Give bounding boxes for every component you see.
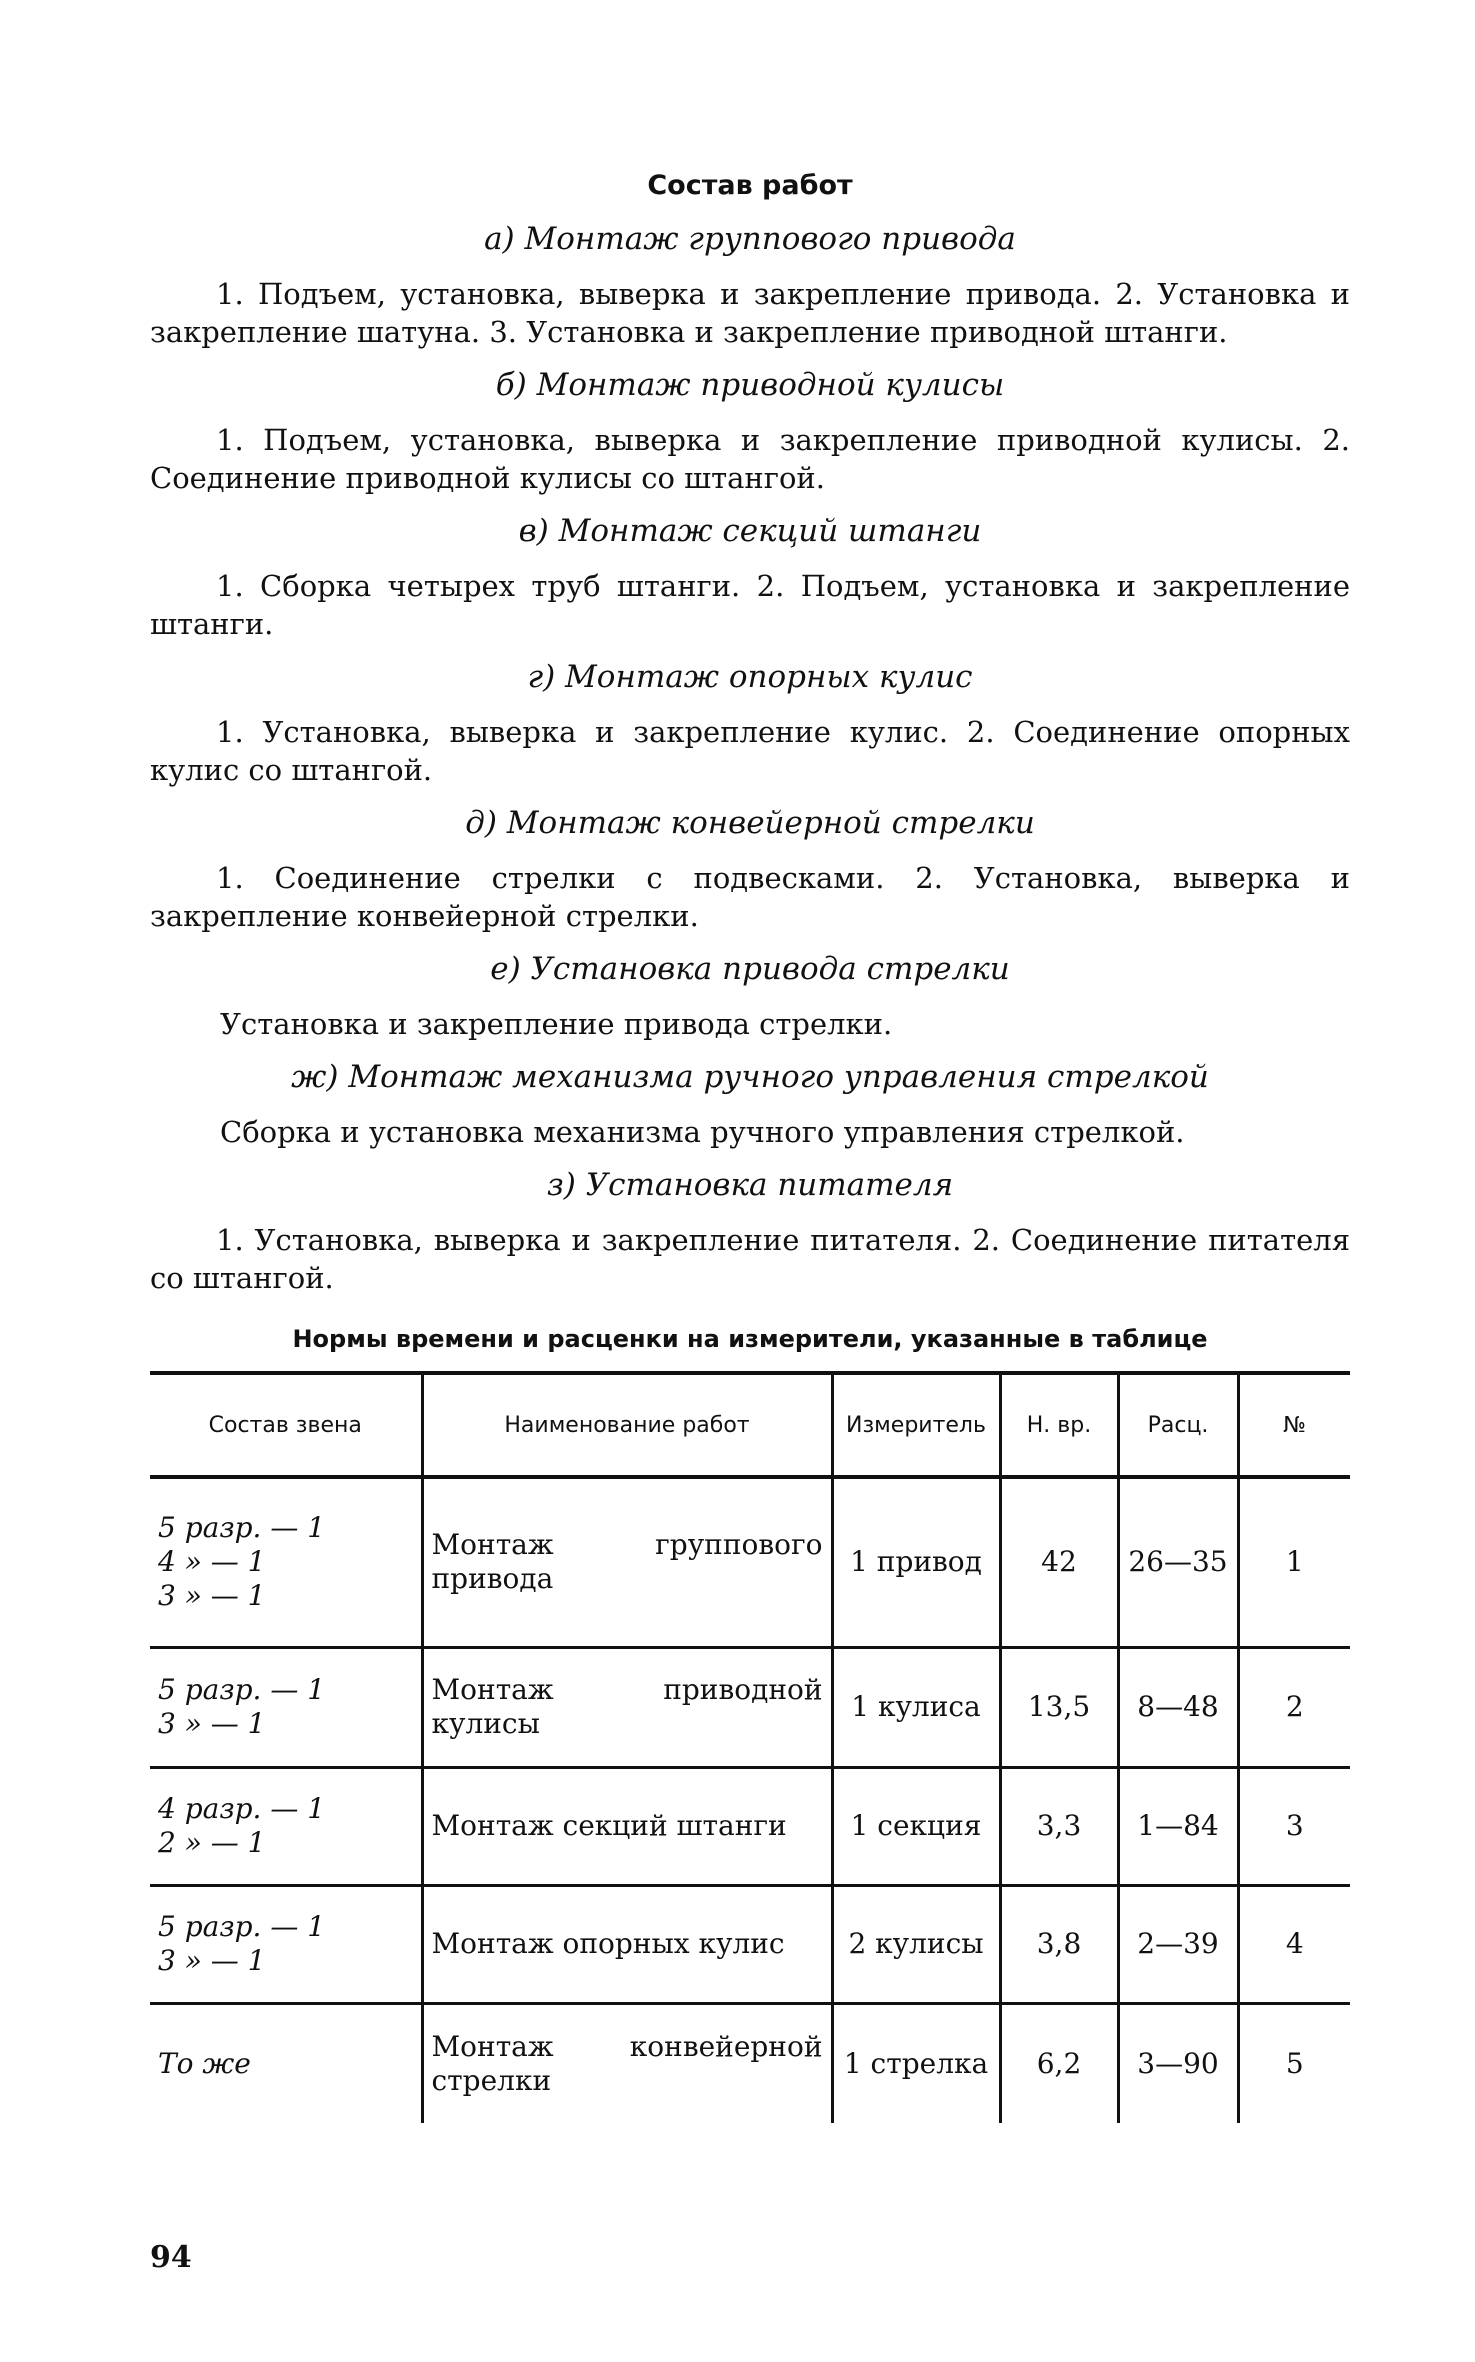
document-page [150,170,1350,2123]
rate-cell: 2—39 [1118,1885,1238,2003]
section-text: 1. Подъем, установка, выверка и закрепление приводной кулисы. 2. Соединение приводной кулисы со штангой. [150,423,1350,495]
column-header-work: Наименование работ [422,1373,832,1477]
number-cell: 5 [1238,2003,1350,2123]
table-row [150,1767,1350,1885]
page-number: 94 [150,2240,192,2275]
section-text: 1. Установка, выверка и закрепление питателя. 2. Соединение питателя со штангой. [150,1223,1350,1295]
norms-table [150,1371,1350,2123]
column-header-number: № [1238,1373,1350,1477]
time-cell: 13,5 [1000,1647,1118,1767]
unit-cell: 1 привод [832,1477,1000,1647]
work-cell: Монтаж опорных кулис [422,1885,832,2003]
column-header-time: Н. вр. [1000,1373,1118,1477]
number-cell: 3 [1238,1767,1350,1885]
section-text: 1. Установка, выверка и закрепление кулис. 2. Соединение опорных кулис со штангой. [150,715,1350,787]
section-heading: в) Монтаж секций штанги [518,513,982,549]
unit-cell: 1 кулиса [832,1647,1000,1767]
time-cell: 6,2 [1000,2003,1118,2123]
column-header-crew: Состав звена [150,1373,422,1477]
rate-cell: 3—90 [1118,2003,1238,2123]
section-heading: з) Установка питателя [546,1167,954,1203]
table-header-row [150,1373,1350,1477]
section-heading: б) Монтаж приводной кулисы [495,367,1005,403]
time-cell: 3,3 [1000,1767,1118,1885]
number-cell: 4 [1238,1885,1350,2003]
unit-cell: 2 кулисы [832,1885,1000,2003]
work-cell: Монтаж приводной кулисы [422,1647,832,1767]
section-heading: ж) Монтаж механизма ручного управления стрелкой [291,1059,1209,1095]
column-header-unit: Измеритель [832,1373,1000,1477]
unit-cell: 1 секция [832,1767,1000,1885]
section-text: 1. Подъем, установка, выверка и закрепление привода. 2. Установка и закрепление шатуна. 3. Установка и закрепление приводной штанги. [150,277,1350,349]
time-cell: 3,8 [1000,1885,1118,2003]
work-sections [150,221,1350,1297]
table-row [150,1477,1350,1647]
table-row [150,2003,1350,2123]
section-text: Сборка и установка механизма ручного управления стрелкой. [220,1115,1185,1149]
rate-cell: 8—48 [1118,1647,1238,1767]
column-header-rate: Расц. [1118,1373,1238,1477]
table-row [150,1647,1350,1767]
number-cell: 2 [1238,1647,1350,1767]
work-cell: Монтаж секций штанги [422,1767,832,1885]
section-heading: а) Монтаж группового привода [484,221,1016,257]
crew-cell: 5 разр. — 1 3 » — 1 [150,1885,422,2003]
section-heading: г) Монтаж опорных кулис [527,659,973,695]
norms-title: Нормы времени и расценки на измерители, указанные в таблице [292,1325,1208,1353]
rate-cell: 1—84 [1118,1767,1238,1885]
work-cell: Монтаж конвейерной стрелки [422,2003,832,2123]
table-row [150,1885,1350,2003]
crew-cell: 4 разр. — 1 2 » — 1 [150,1767,422,1885]
crew-cell: 5 разр. — 1 3 » — 1 [150,1647,422,1767]
crew-cell: То же [158,2046,251,2080]
crew-cell: 5 разр. — 1 4 » — 1 3 » — 1 [150,1477,422,1647]
section-text: 1. Сборка четырех труб штанги. 2. Подъем, установка и закрепление штанги. [150,569,1350,641]
page-title: Состав работ [647,170,853,201]
section-heading: е) Установка привода стрелки [490,951,1010,987]
time-cell: 42 [1000,1477,1118,1647]
section-text: Установка и закрепление привода стрелки. [220,1007,893,1041]
number-cell: 1 [1238,1477,1350,1647]
section-text: 1. Соединение стрелки с подвесками. 2. Установка, выверка и закрепление конвейерной стрелки. [150,861,1350,933]
unit-cell: 1 стрелка [832,2003,1000,2123]
rate-cell: 26—35 [1118,1477,1238,1647]
section-heading: д) Монтаж конвейерной стрелки [465,805,1035,841]
work-cell: Монтаж группового привода [422,1477,832,1647]
